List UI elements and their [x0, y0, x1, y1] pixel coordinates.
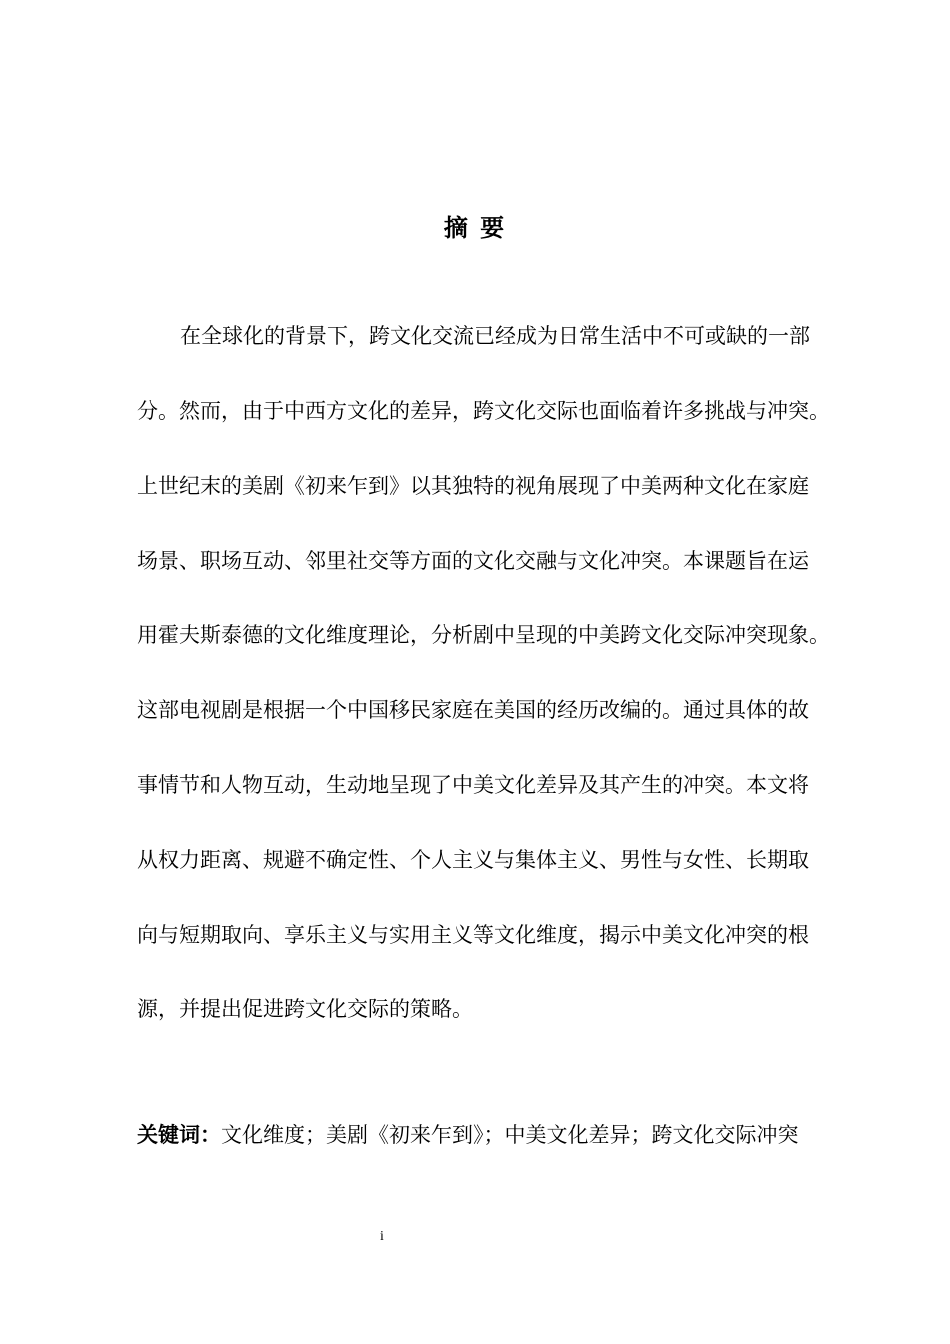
page-number: i	[380, 1229, 384, 1244]
abstract-line-8: 从权力距离、规避不确定性、个人主义与集体主义、男性与女性、长期取	[137, 848, 809, 872]
abstract-line-7: 事情节和人物互动，生动地呈现了中美文化差异及其产生的冲突。本文将	[137, 773, 809, 797]
abstract-line-2: 分。然而，由于中西方文化的差异，跨文化交际也面临着许多挑战与冲突。	[137, 399, 830, 423]
keywords-text: 文化维度；美剧《初来乍到》；中美文化差异；跨文化交际冲突	[221, 1123, 799, 1147]
abstract-title: 摘 要	[443, 214, 507, 242]
keywords-line	[137, 1120, 799, 1150]
abstract-line-9: 向与短期取向、享乐主义与实用主义等文化维度，揭示中美文化冲突的根	[137, 923, 809, 947]
abstract-line-3: 上世纪末的美剧《初来乍到》以其独特的视角展现了中美两种文化在家庭	[137, 474, 809, 498]
abstract-line-10: 源，并提出促进跨文化交际的策略。	[137, 997, 473, 1021]
keywords-label: 关键词：	[137, 1123, 221, 1147]
abstract-line-5: 用霍夫斯泰德的文化维度理论，分析剧中呈现的中美跨文化交际冲突现象。	[137, 623, 830, 647]
abstract-line-1: 在全球化的背景下，跨文化交流已经成为日常生活中不可或缺的一部	[180, 324, 810, 348]
abstract-line-6: 这部电视剧是根据一个中国移民家庭在美国的经历改编的。通过具体的故	[137, 698, 809, 722]
abstract-line-4: 场景、职场互动、邻里社交等方面的文化交融与文化冲突。本课题旨在运	[137, 549, 809, 573]
